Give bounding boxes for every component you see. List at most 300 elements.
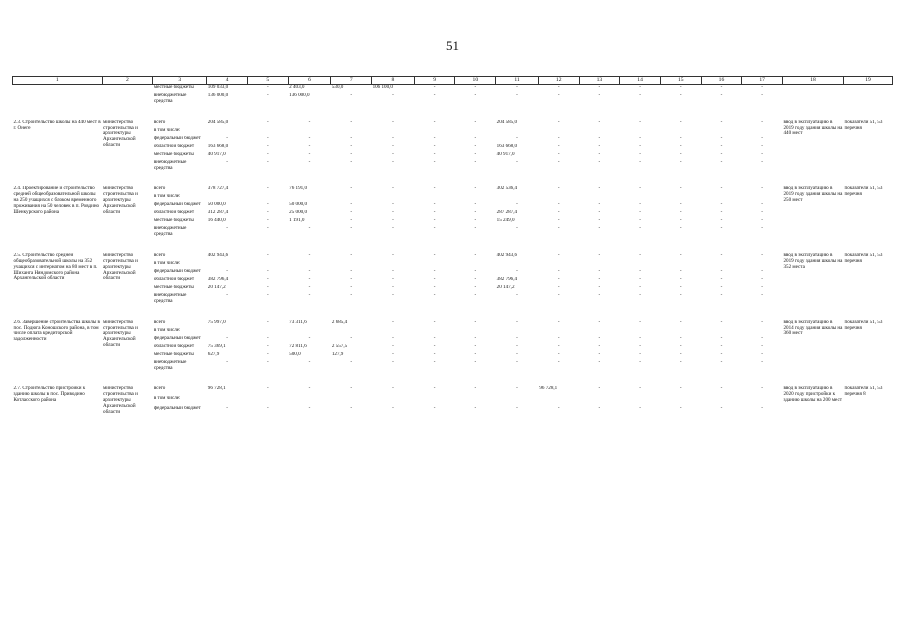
amount-cell: - (679, 386, 682, 392)
amount-cell: - (761, 293, 763, 299)
funding-source: в том числе: (153, 194, 181, 200)
amount-cell: - (598, 93, 601, 98)
amount-cell: - (516, 293, 518, 299)
amount-cell: - (639, 359, 641, 365)
amount-cell: - (639, 253, 641, 259)
amount-cell: - (433, 119, 436, 125)
amount-cell (372, 328, 415, 336)
amount-cell (455, 128, 496, 136)
amount-cell: - (266, 93, 269, 98)
amount-cell: - (598, 277, 601, 283)
amount-cell: - (433, 351, 436, 357)
amount-cell (331, 328, 372, 336)
amount-cell: - (761, 202, 763, 208)
amount-cell: - (350, 386, 353, 392)
amount-cell: - (266, 218, 269, 224)
amount-cell: - (598, 386, 601, 392)
amount-cell (496, 328, 539, 336)
amount-cell: - (598, 119, 601, 125)
amount-cell: - (350, 285, 353, 291)
amount-cell: - (226, 293, 228, 299)
amount-cell: - (433, 159, 436, 165)
amount-cell: 500,0 (289, 351, 301, 357)
table-row (13, 120, 893, 128)
amount-cell (701, 396, 742, 406)
amount-cell: - (598, 218, 601, 224)
amount-cell: - (720, 277, 723, 283)
amount-cell: - (720, 151, 723, 157)
amount-cell: - (598, 269, 601, 275)
amount-cell: - (474, 253, 477, 259)
amount-cell: - (350, 405, 353, 411)
amount-cell: - (598, 405, 601, 411)
amount-cell: - (557, 285, 560, 291)
funding-source: федеральный бюджет (153, 269, 201, 275)
column-header: 11 (496, 77, 539, 85)
amount-cell: - (392, 277, 394, 283)
amount-cell: - (433, 226, 436, 232)
funding-source: в том числе: (153, 327, 181, 333)
expected-result: ввод в эксплуатацию в 2019 году здания школы на 250 мест (783, 186, 843, 204)
amount-cell: - (720, 386, 723, 392)
column-header: 2 (102, 77, 153, 85)
amount-cell: - (720, 84, 723, 90)
amount-cell: - (392, 253, 394, 259)
column-header: 19 (844, 77, 893, 85)
amount-cell (620, 194, 661, 202)
amount-cell (414, 261, 455, 269)
amount-cell: - (720, 143, 723, 149)
amount-cell: - (639, 405, 641, 411)
amount-cell: - (598, 335, 601, 341)
amount-cell: - (761, 159, 763, 165)
amount-cell: - (308, 143, 311, 149)
amount-cell: - (720, 343, 723, 349)
amount-cell: - (350, 277, 353, 283)
amount-cell: - (598, 210, 601, 216)
amount-cell: - (474, 93, 477, 98)
amount-cell: - (433, 405, 436, 411)
amount-cell (455, 396, 496, 406)
amount-cell: 136 000,0 (289, 93, 310, 98)
amount-cell: - (639, 269, 641, 275)
amount-cell (579, 194, 620, 202)
amount-cell: - (474, 135, 477, 141)
amount-cell: - (598, 226, 601, 232)
amount-cell: - (557, 119, 560, 125)
measure-name: 2.6. Завершение строительства школы в пос. Подюга Коношского района, в том числе оплата кредиторской задолженности (13, 319, 100, 343)
amount-cell (288, 261, 331, 269)
table-row (13, 386, 893, 396)
amount-cell: - (679, 335, 682, 341)
amount-cell: 96 728,1 (539, 386, 558, 392)
row-spacer (13, 305, 893, 320)
amount-cell: - (598, 143, 601, 149)
amount-cell (660, 396, 701, 406)
column-number-header (13, 77, 893, 85)
amount-cell: - (516, 159, 518, 165)
amount-cell: - (392, 143, 394, 149)
amount-cell: 75 369,1 (207, 343, 226, 349)
amount-cell: - (392, 293, 394, 299)
amount-cell (620, 128, 661, 136)
amount-cell (331, 396, 372, 406)
row-spacer (13, 371, 893, 386)
amount-cell: - (474, 119, 477, 125)
amount-cell (496, 396, 539, 406)
amount-cell (496, 261, 539, 269)
amount-cell: - (350, 253, 353, 259)
amount-cell: - (639, 351, 641, 357)
amount-cell: - (720, 285, 723, 291)
amount-cell: - (266, 386, 269, 392)
column-header: 1 (13, 77, 103, 85)
amount-cell: - (639, 226, 641, 232)
amount-cell: - (226, 359, 228, 365)
amount-cell: - (474, 151, 477, 157)
column-header: 10 (455, 77, 496, 85)
amount-cell: 20 147,2 (496, 285, 515, 291)
amount-cell (288, 128, 331, 136)
amount-cell: - (392, 335, 394, 341)
amount-cell (496, 194, 539, 202)
amount-cell: - (433, 359, 436, 365)
amount-cell: - (350, 293, 353, 299)
amount-cell: - (557, 343, 560, 349)
amount-cell (742, 194, 783, 202)
amount-cell (414, 128, 455, 136)
amount-cell: - (720, 218, 723, 224)
amount-cell (331, 128, 372, 136)
amount-cell: - (308, 293, 311, 299)
amount-cell: - (639, 84, 641, 90)
table-row (13, 320, 893, 328)
amount-cell (247, 128, 288, 136)
amount-cell: - (392, 351, 394, 357)
amount-cell: - (557, 159, 560, 165)
amount-cell: - (557, 143, 560, 149)
amount-cell: 204 585,0 (496, 119, 518, 125)
amount-cell: - (761, 93, 763, 98)
amount-cell: - (350, 226, 353, 232)
amount-cell: 382 796,4 (207, 277, 229, 283)
measure-name: 2.3. Строительство школы на 440 мест в г. Онеге (13, 119, 101, 131)
amount-cell: - (433, 218, 436, 224)
measure-name: 2.4. Проектирование и строительство средней общеобразовательной школы на 250 учащихся с блоком временного проживания на 50 человек в п. Ровдино Шенкурского района (13, 186, 100, 215)
amount-cell: - (392, 386, 394, 392)
amount-cell: - (720, 335, 723, 341)
amount-cell: - (226, 405, 228, 411)
amount-cell: - (350, 202, 353, 208)
amount-cell: - (598, 343, 601, 349)
amount-cell: - (679, 269, 682, 275)
amount-cell: - (720, 119, 723, 125)
amount-cell: - (639, 335, 641, 341)
amount-cell: - (761, 218, 763, 224)
amount-cell: - (266, 226, 269, 232)
amount-cell: 2 685,4 (331, 319, 348, 325)
amount-cell: 530,0 (331, 84, 344, 90)
amount-cell: - (350, 269, 353, 275)
amount-cell: - (433, 135, 436, 141)
amount-cell (288, 396, 331, 406)
column-header: 5 (247, 77, 288, 85)
amount-cell: - (516, 335, 518, 341)
column-header: 8 (372, 77, 415, 85)
amount-cell: - (266, 285, 269, 291)
amount-cell: - (350, 218, 353, 224)
amount-cell: - (639, 186, 641, 192)
amount-cell: - (598, 202, 601, 208)
amount-cell: - (516, 202, 518, 208)
amount-cell: - (474, 159, 477, 165)
indicator-reference: показатели 51, 53 перечня (844, 119, 883, 131)
executor: министерство строительства и архитектуры Архангельской области (103, 253, 138, 282)
funding-source: в том числе: (153, 127, 181, 133)
amount-cell: - (720, 405, 723, 411)
amount-cell: 136 000,0 (207, 93, 229, 98)
amount-cell: - (474, 84, 477, 90)
amount-cell: - (308, 405, 311, 411)
amount-cell: - (720, 210, 723, 216)
amount-cell: 15 249,0 (496, 218, 515, 224)
amount-cell: - (761, 386, 763, 392)
amount-cell: - (598, 285, 601, 291)
amount-cell: 163 668,0 (496, 143, 518, 149)
expected-result: ввод в эксплуатацию в 2019 году здания школы на 352 места (783, 253, 843, 270)
amount-cell: - (557, 218, 560, 224)
amount-cell: 25 000,0 (289, 210, 307, 216)
amount-cell (538, 128, 579, 136)
amount-cell: - (679, 226, 682, 232)
amount-cell: 20 147,2 (207, 285, 226, 291)
amount-cell (414, 194, 455, 202)
amount-cell: - (392, 202, 394, 208)
amount-cell: - (308, 119, 311, 125)
amount-cell: - (266, 405, 269, 411)
amount-cell: - (474, 343, 477, 349)
amount-cell: - (720, 269, 723, 275)
amount-cell: 127,9 (331, 351, 344, 357)
amount-cell: - (266, 159, 269, 165)
amount-cell: - (474, 293, 477, 299)
amount-cell: - (761, 210, 763, 216)
amount-cell: - (598, 84, 601, 90)
amount-cell: - (433, 84, 436, 90)
program-table (12, 76, 893, 416)
funding-source: федеральный бюджет (153, 405, 201, 411)
amount-cell: - (679, 218, 682, 224)
amount-cell: - (598, 186, 601, 192)
funding-source: внебюджетные средства (153, 293, 187, 304)
amount-cell: 382 796,4 (496, 277, 518, 283)
column-header: 17 (742, 77, 783, 85)
column-header: 6 (288, 77, 331, 85)
amount-cell: - (516, 319, 518, 325)
amount-cell: - (639, 386, 641, 392)
column-header: 16 (701, 77, 742, 85)
measure-name (13, 85, 103, 105)
amount-cell: 50 000,0 (289, 202, 307, 208)
amount-cell: - (474, 277, 477, 283)
amount-cell (660, 261, 701, 269)
amount-cell (207, 328, 248, 336)
amount-cell: - (761, 186, 763, 192)
amount-cell (538, 261, 579, 269)
amount-cell (660, 128, 701, 136)
amount-cell: - (679, 135, 682, 141)
amount-cell (455, 194, 496, 202)
amount-cell: - (679, 293, 682, 299)
amount-cell: - (639, 319, 641, 325)
amount-cell: - (226, 159, 228, 165)
amount-cell: - (266, 210, 269, 216)
amount-cell: - (557, 319, 560, 325)
amount-cell: - (350, 143, 353, 149)
amount-cell: - (474, 202, 477, 208)
amount-cell (620, 328, 661, 336)
amount-cell (620, 396, 661, 406)
amount-cell (372, 194, 415, 202)
amount-cell: - (392, 93, 394, 98)
amount-cell: - (639, 143, 641, 149)
amount-cell: - (266, 253, 269, 259)
amount-cell: - (433, 285, 436, 291)
funding-source: в том числе: (153, 396, 181, 402)
amount-cell: - (474, 335, 477, 341)
amount-cell (579, 328, 620, 336)
amount-cell: - (720, 226, 723, 232)
amount-cell: - (679, 351, 682, 357)
amount-cell: - (474, 285, 477, 291)
funding-source: внебюджетные средства (153, 359, 187, 371)
amount-cell: - (557, 135, 560, 141)
row-spacer (13, 105, 893, 120)
amount-cell: - (350, 93, 353, 98)
table-row (13, 253, 893, 261)
amount-cell: 287 287,4 (496, 210, 518, 216)
amount-cell: - (266, 277, 269, 283)
amount-cell: - (679, 186, 682, 192)
amount-cell (331, 194, 372, 202)
executor (102, 85, 153, 105)
amount-cell: - (392, 405, 394, 411)
amount-cell: - (474, 143, 477, 149)
funding-source: местные бюджеты (153, 151, 194, 157)
funding-source: всего (153, 186, 166, 192)
column-header: 15 (660, 77, 701, 85)
amount-cell: - (639, 285, 641, 291)
amount-cell: - (226, 226, 228, 232)
amount-cell: - (433, 151, 436, 157)
amount-cell: - (557, 226, 560, 232)
amount-cell: - (679, 343, 682, 349)
amount-cell (455, 328, 496, 336)
amount-cell: - (392, 343, 394, 349)
amount-cell: 40 917,0 (207, 151, 226, 157)
amount-cell: - (557, 269, 560, 275)
amount-cell: - (720, 135, 723, 141)
amount-cell (538, 396, 579, 406)
amount-cell (620, 261, 661, 269)
amount-cell: - (598, 293, 601, 299)
amount-cell (414, 328, 455, 336)
amount-cell (414, 396, 455, 406)
amount-cell (701, 261, 742, 269)
amount-cell (207, 194, 248, 202)
amount-cell (331, 261, 372, 269)
amount-cell: - (639, 93, 641, 98)
indicator-reference: показатели 51, 53 перечня (844, 186, 883, 198)
amount-cell (742, 396, 783, 406)
amount-cell: - (433, 93, 436, 98)
amount-cell: - (679, 319, 682, 325)
amount-cell: - (266, 119, 269, 125)
indicator-reference: показатели 51, 53 перечня 8 (844, 386, 883, 398)
amount-cell: - (761, 119, 763, 125)
amount-cell: 402 943,6 (496, 253, 518, 259)
amount-cell: - (433, 210, 436, 216)
indicator-reference: показатели 51, 53 перечня (844, 253, 883, 264)
amount-cell: - (474, 351, 477, 357)
funding-source: местные бюджеты (153, 285, 194, 291)
amount-cell: - (557, 335, 560, 341)
amount-cell: - (679, 143, 682, 149)
funding-source: местные бюджеты (153, 84, 194, 90)
amount-cell (247, 328, 288, 336)
amount-cell: - (679, 119, 682, 125)
amount-cell: 2 557,5 (331, 343, 348, 349)
amount-cell: - (639, 218, 641, 224)
amount-cell: - (639, 151, 641, 157)
amount-cell: - (226, 269, 228, 275)
funding-source: областной бюджет (153, 343, 195, 349)
amount-cell: 16 440,0 (207, 218, 226, 224)
funding-source: внебюджетные средства (153, 93, 187, 104)
amount-cell: - (433, 186, 436, 192)
amount-cell: - (266, 335, 269, 341)
amount-cell (496, 128, 539, 136)
amount-cell: - (639, 277, 641, 283)
amount-cell: - (308, 359, 311, 365)
amount-cell: - (679, 159, 682, 165)
amount-cell: - (557, 359, 560, 365)
amount-cell: - (433, 253, 436, 259)
amount-cell: - (761, 135, 763, 141)
amount-cell: - (516, 359, 518, 365)
executor: министерство строительства и архитектуры Архангельской области (103, 319, 138, 349)
amount-cell: - (266, 143, 269, 149)
amount-cell: - (639, 343, 641, 349)
amount-cell: - (433, 386, 436, 392)
amount-cell: - (392, 210, 394, 216)
column-header: 13 (579, 77, 620, 85)
amount-cell: - (474, 405, 477, 411)
amount-cell: - (639, 293, 641, 299)
amount-cell: - (433, 319, 436, 325)
amount-cell: 1 191,0 (289, 218, 305, 224)
amount-cell: - (720, 253, 723, 259)
amount-cell: - (350, 359, 353, 365)
funding-source: внебюджетные средства (153, 226, 187, 238)
amount-cell: - (266, 151, 269, 157)
amount-cell: - (761, 285, 763, 291)
amount-cell: - (308, 135, 311, 141)
column-header: 14 (620, 77, 661, 85)
indicator-reference (844, 85, 893, 105)
amount-cell (455, 261, 496, 269)
amount-cell: - (516, 405, 518, 411)
